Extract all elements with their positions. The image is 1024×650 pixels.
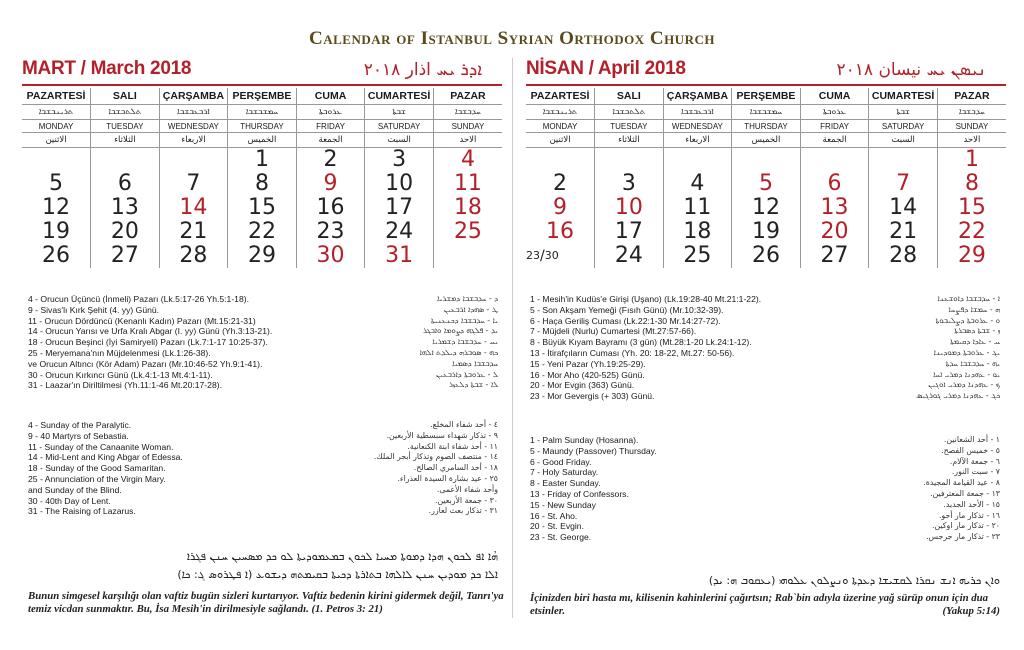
feast-row: [530, 305, 1000, 316]
feast-label: 9 - 40 Martyrs of Sebastia.: [28, 430, 129, 441]
day-cell: [595, 148, 664, 173]
weekday-ar-6: الاحد: [937, 133, 1006, 148]
feast-label: 16 - St. Aho.: [530, 510, 578, 521]
weekday-syr-0: ܬܪܝܢܒܫܒܐ: [526, 105, 595, 120]
april-feasts-english: [530, 435, 1000, 543]
weekday-ar-4: الجمعة: [800, 133, 869, 148]
day-cell: 23: [296, 220, 365, 244]
day-cell: 1: [937, 148, 1006, 173]
day-cell: 26: [42, 244, 71, 268]
day-cell: 12: [42, 196, 71, 220]
feast-label-secondary: ܟܓ - ܥܗܕܢܐ ܕܡܪܝ ܓܘܪܓܝܣ: [916, 391, 1000, 401]
march-feasts-turkish: [28, 294, 498, 391]
weekday-row-tr: [526, 88, 1006, 105]
day-cell: 9: [296, 172, 365, 196]
feast-label-secondary: ܙ - ܫܒܬܐ ܕܣܒܪܬܐ: [954, 326, 1000, 336]
feast-label: 13 - İtirafçıların Cuması (Yh. 20: 18-22, Mt.27: 50-56).: [530, 347, 735, 358]
day-cell: 1: [228, 148, 297, 173]
feast-label: 1 - Mesih'in Kudüs'e Girişi (Uşano) (Lk.19:28-40 Mt.21:1-22).: [530, 294, 762, 304]
weekday-en-1: TUESDAY: [595, 120, 664, 133]
day-cell: [663, 148, 732, 173]
day-cell: 18: [663, 220, 732, 244]
feast-row: [28, 294, 498, 305]
feast-row: [28, 474, 498, 485]
weekday-tr-0: PAZARTESİ: [22, 88, 91, 105]
feast-row: [530, 294, 1000, 305]
weekday-en-3: THURSDAY: [732, 120, 801, 133]
day-cell: 26: [732, 244, 801, 268]
march-title-rule: [22, 84, 502, 86]
feast-label-secondary: ١٣ - جمعة المعترفين.: [930, 488, 1000, 498]
weekday-syr-1: ܬܠܬܒܫܒܐ: [91, 105, 160, 120]
day-cell: 10: [365, 172, 434, 196]
day-cell: 25: [433, 220, 502, 244]
weekday-ar-2: الاربعاء: [159, 133, 228, 148]
day-cell: 6: [800, 172, 869, 196]
feast-row: [530, 511, 1000, 522]
weekday-ar-3: الخميس: [732, 133, 801, 148]
day-cell: [22, 148, 91, 173]
feast-label-secondary: ٢٠ - تذكار مار اوكين.: [932, 521, 1000, 531]
day-cell: 17: [365, 196, 434, 220]
day-cell: 2: [553, 172, 568, 196]
day-cell: 2: [296, 148, 365, 173]
feast-label-secondary: ٧ - سبت النور.: [951, 467, 1000, 477]
march-quote-syriac-line2: ܐܠܐ ܟܕ ܡܘܕܝܢ ܚܢܢ ܠܐܠܗܐ ܒܬܐܪܬܐ ܕܟܝܬܐ ܒܩܝܡܬܗ ܕܝܫܘܥ (ܐ ܦܛܪܘܣ ܓ: ܟܐ): [177, 568, 498, 581]
march-quote-syriac-line1: ܗܳܐ ܐܦ ܠܟܘܢ ܗܕܐ ܕܡܘܬܐ ܡܚܝܐ ܠܟܘܢ ܒܡܥܡܘܕܝܬܐ ܠܘ ܟܕ ܡܣܚܝܢ ܚܢܢ ܦܓܪܐ: [186, 550, 498, 563]
feast-row: [28, 348, 498, 359]
feast-row: [28, 506, 498, 517]
feast-label-secondary: ٥ - خميس الفصح.: [941, 445, 1000, 455]
feast-row: [530, 489, 1000, 500]
feast-row: [530, 500, 1000, 511]
day-cell: 27: [91, 244, 160, 268]
feast-row: [28, 380, 498, 391]
feast-row: [28, 442, 498, 453]
day-cell: 20: [91, 220, 160, 244]
april-quote-turkish: İçinizden biri hasta mı, kilisenin kahinlerini çağırtsın; Rab`bin adıyla üzerine yağ sürüp onun için dua etsinler.: [530, 592, 989, 617]
weekday-en-4: FRIDAY: [800, 120, 869, 133]
feast-label-secondary: ٨ - عيد القيامة المجيدة.: [923, 478, 1000, 488]
day-cell: [869, 148, 938, 173]
weekday-en-0: MONDAY: [22, 120, 91, 133]
weekday-ar-5: السبت: [869, 133, 938, 148]
weekday-tr-1: SALI: [91, 88, 160, 105]
feast-row: [530, 467, 1000, 478]
feast-row: [530, 457, 1000, 468]
day-cell: 28: [869, 244, 938, 268]
day-cell: 12: [732, 196, 801, 220]
april-quote-reference: (Yakup 5:14): [942, 605, 1000, 617]
weekday-tr-2: ÇARŞAMBA: [159, 88, 228, 105]
day-cell: 22: [937, 220, 1006, 244]
day-cell: 7: [159, 172, 228, 196]
feast-label: 6 - Haça Geriliş Cuması (Lk.22:1-30 Mr.14:27-72).: [530, 315, 721, 326]
weekday-en-1: TUESDAY: [91, 120, 160, 133]
weekday-tr-4: CUMA: [296, 88, 365, 105]
feast-row: [28, 359, 498, 370]
day-cell: 4: [433, 148, 502, 173]
weekday-syr-1: ܬܠܬܒܫܒܐ: [595, 105, 664, 120]
feast-label-secondary: ٣٠ - جمعة الأربعين.: [435, 495, 498, 505]
march-quote-turkish: Bunun simgesel karşılığı olan vaftiz bugün sizleri kurtarıyor. Vaftiz bedenin kirini gidermek değil, Tanrı'ya temiz vicdan sunmaktır. Bu, İsa Mesih'in dirilmesiyle sağlandı. (1. Petros 3: 21): [28, 590, 504, 615]
day-cell: 14: [159, 196, 228, 220]
day-cell: 28: [159, 244, 228, 268]
feast-label-secondary: ١١ - أحد شفاء ابنة الكنعانية.: [407, 441, 498, 451]
weekday-tr-3: PERŞEMBE: [228, 88, 297, 105]
day-cell: 15: [228, 196, 297, 220]
weekday-syr-5: ܫܒܬܐ: [869, 105, 938, 120]
feast-label: and Sunday of the Blind.: [28, 484, 122, 495]
march-feasts-english: [28, 420, 498, 517]
day-cell: 20: [800, 220, 869, 244]
feast-label-secondary: ܟ - ܥܗܕܢܐ ܕܡܪܝ ܐܘܓܝܢ: [928, 380, 1000, 390]
weekday-en-6: SUNDAY: [433, 120, 502, 133]
feast-label-secondary: ٣١ - تذكار بعث لعازر.: [428, 506, 498, 516]
weekday-row-syr: [22, 105, 502, 120]
day-cell: 5: [49, 172, 64, 196]
feast-label-secondary: ١ - أحد الشعانين.: [943, 435, 1000, 444]
march-calendar: [22, 58, 502, 268]
day-cell: 21: [159, 220, 228, 244]
feast-row: [530, 478, 1000, 489]
week-row: [526, 244, 1006, 268]
weekday-en-5: SATURDAY: [869, 120, 938, 133]
day-cell: 13: [800, 196, 869, 220]
feast-label: 20 - Mor Evgin (363) Günü.: [530, 380, 635, 391]
feast-row: [530, 435, 1000, 446]
feast-row: [530, 391, 1000, 402]
feast-label: 18 - Orucun Beşinci (İyi Samiryeli) Pazarı (Lk.7:1-17 10:25-37).: [28, 337, 268, 348]
weekday-syr-3: ܚܡܫܒܫܒܐ: [228, 105, 297, 120]
day-cell: 11: [663, 196, 732, 220]
day-cell: 29: [937, 244, 1006, 268]
feast-label-secondary: ٢٣ - تذكار مار جرجس.: [926, 532, 1000, 542]
feast-label: 30 - Orucun Kırkıncı Günü (Lk.4:1-13 Mt.4:1-11).: [28, 369, 213, 380]
april-title-rule: [526, 84, 1006, 86]
weekday-tr-6: PAZAR: [433, 88, 502, 105]
weekday-syr-6: ܚܕܒܫܒܐ: [433, 105, 502, 120]
feast-row: [28, 305, 498, 316]
weekday-syr-4: ܥܪܘܒܬܐ: [800, 105, 869, 120]
feast-label-secondary: ܝܐ - ܚܕܒܫܒܐ ܕܟܢܥܢܝܬܐ: [430, 315, 498, 325]
day-cell: 16: [546, 220, 575, 244]
weekday-syr-5: ܫܒܬܐ: [365, 105, 434, 120]
feast-label: 20 - St. Evgin.: [530, 521, 584, 532]
feast-label: 14 - Orucun Yarısı ve Urfa Kralı Abgar (I. yy) Günü (Yh.3:13-21).: [28, 326, 273, 337]
feast-row: [530, 359, 1000, 370]
day-cell: 16: [296, 196, 365, 220]
day-cell: 6: [91, 172, 160, 196]
day-cell: 29: [228, 244, 297, 268]
weekday-row-syr: [526, 105, 1006, 120]
feast-label-secondary: ܚܕܒܫܒܐ ܕܣܡܝܐ: [452, 358, 498, 368]
day-cell: 7: [869, 172, 938, 196]
weekday-ar-0: الاثنين: [22, 133, 91, 148]
feast-label: 23 - Mor Gevergis (+ 303) Günü.: [530, 391, 655, 402]
feast-label: 5 - Maundy (Passover) Thursday.: [530, 445, 657, 456]
feast-row: [28, 496, 498, 507]
day-cell: 24: [595, 244, 664, 268]
weekday-tr-1: SALI: [595, 88, 664, 105]
march-month-syriac-title: ܐܕܪ ܝܚ اذار ٢٠١٨: [363, 60, 482, 80]
feast-label-secondary: ܝܘ - ܥܗܕܢܐ ܕܡܪܝ ܐܚܐ: [933, 369, 1000, 379]
feast-label: 8 - Easter Sunday.: [530, 478, 601, 489]
feast-label: ve Orucun Altıncı (Kör Adam) Pazarı (Mr.10:46-52 Yh.9:1-41).: [28, 358, 263, 369]
weekday-en-2: WEDNESDAY: [159, 120, 228, 133]
feast-label-secondary: ١٨ - أحد السامري الصالح.: [413, 463, 498, 473]
feast-label-secondary: ܝܗ - ܚܕܒܫܒܐ ܚܕܬܐ: [945, 358, 1000, 368]
day-cell: 30: [296, 244, 365, 268]
weekday-syr-2: ܐܪܒܥܒܫܒܐ: [159, 105, 228, 120]
weekday-ar-0: الاثنين: [526, 133, 595, 148]
day-cell: 18: [433, 196, 502, 220]
weekday-syr-4: ܥܪܘܒܬܐ: [296, 105, 365, 120]
feast-label-secondary: ܛ - ܣܗܕܐ ܐܪܒܥܝܢ: [443, 304, 498, 314]
day-cell: 19: [732, 220, 801, 244]
feast-label: 25 - Annunciation of the Virgin Mary.: [28, 473, 166, 484]
feast-row: [530, 316, 1000, 327]
weekday-tr-4: CUMA: [800, 88, 869, 105]
march-month-title: MART / March 2018: [22, 58, 192, 79]
weekday-syr-2: ܐܪܒܥܒܫܒܐ: [663, 105, 732, 120]
week-row: [526, 220, 1006, 244]
weekday-ar-2: الاربعاء: [663, 133, 732, 148]
feast-label: 13 - Friday of Confessors.: [530, 488, 629, 499]
weekday-en-3: THURSDAY: [228, 120, 297, 133]
day-cell: [800, 148, 869, 173]
feast-row: [28, 452, 498, 463]
feast-label: 15 - Yeni Pazar (Yh.19:25-29).: [530, 358, 646, 369]
feast-label: 14 - Mid-Lent and King Abgar of Edessa.: [28, 452, 183, 463]
day-cell: 17: [595, 220, 664, 244]
week-row: [526, 196, 1006, 220]
day-cell: 19: [42, 220, 71, 244]
day-cell: 8: [937, 172, 1006, 196]
day-cell: 27: [800, 244, 869, 268]
day-cell: [159, 148, 228, 173]
day-cell: 24: [365, 220, 434, 244]
day-cell: 8: [228, 172, 297, 196]
day-cell: 3: [365, 148, 434, 173]
feast-label: 5 - Son Akşam Yemeği (Fısıh Günü) (Mr.10:32-39).: [530, 304, 724, 315]
feast-label: 11 - Sunday of the Canaanite Woman.: [28, 441, 174, 452]
feast-label-secondary: ܠܐ - ܫܒܬܐ ܕܠܥܙܪ: [449, 380, 498, 390]
feast-label-secondary: ܝܕ - ܦܠܓܗ ܕܨܘܡܐ ܘܐܒܓܪ: [423, 326, 498, 336]
feast-row: [28, 316, 498, 327]
feast-row: [28, 370, 498, 381]
week-row: [526, 148, 1006, 173]
day-cell: 10: [595, 196, 664, 220]
feast-row: [530, 446, 1000, 457]
feast-row: [28, 337, 498, 348]
day-cell: 11: [433, 172, 502, 196]
feast-label-secondary: ٤ - أحد شفاء المخلع.: [430, 420, 498, 429]
feast-label: 25 - Meryemana'nın Müjdelenmesi (Lk.1:26-38).: [28, 347, 211, 358]
weekday-row-en: [526, 120, 1006, 133]
weekday-en-4: FRIDAY: [296, 120, 365, 133]
weekday-tr-3: PERŞEMBE: [732, 88, 801, 105]
day-cell: 4: [663, 172, 732, 196]
feast-label-secondary: ١٥ - الأحد الجديد.: [943, 499, 1000, 509]
feast-label: 23 - St. George.: [530, 532, 592, 543]
feast-label-secondary: ٦ - جمعة الآلام.: [949, 456, 1000, 466]
weekday-tr-0: PAZARTESİ: [526, 88, 595, 105]
feast-label: 9 - Sivas'lı Kırk Şehit (4. yy) Günü.: [28, 304, 160, 315]
weekday-syr-0: ܬܪܝܢܒܫܒܐ: [22, 105, 91, 120]
april-quote-syriac: ܘܐܢ ܟܪܝܗ ܐܢܫ ܢܩܪܐ ܠܩܫܝܫܐ ܕܥܕܬܐ ܘܢܨܠܘܢ ܥܠܘܗܝ (ܝܥܩܘܒ ܗ: ܝܕ): [708, 574, 1000, 587]
week-row: [22, 172, 502, 196]
feast-row: [530, 380, 1000, 391]
feast-label: 6 - Good Friday.: [530, 456, 592, 467]
day-cell: [91, 148, 160, 173]
day-cell: 5: [732, 172, 801, 196]
weekday-ar-4: الجمعة: [296, 133, 365, 148]
day-cell: 21: [869, 220, 938, 244]
feast-label-secondary: ܐ - ܚܕܒܫܒܐ ܕܐܘܫܥܢܐ: [937, 294, 1000, 303]
weekday-ar-6: الاحد: [433, 133, 502, 148]
day-cell: 15: [937, 196, 1006, 220]
feast-row: [530, 337, 1000, 348]
feast-row: [530, 532, 1000, 543]
feast-row: [28, 463, 498, 474]
day-cell: 31: [365, 244, 434, 268]
weekday-row-en: [22, 120, 502, 133]
feast-row: [28, 420, 498, 431]
weekday-tr-2: ÇARŞAMBA: [663, 88, 732, 105]
april-month-syriac-title: ܢܝܣܢ ܝܚ نيسان ٢٠١٨: [836, 60, 986, 80]
weekday-tr-6: PAZAR: [937, 88, 1006, 105]
feast-label: 7 - Müjdeli (Nurlu) Cumartesi (Mt.27:57-66).: [530, 326, 697, 337]
week-row: [22, 196, 502, 220]
feast-label-secondary: ܕ - ܚܕܒܫܒܐ ܕܡܫܪܝܐ: [436, 294, 498, 303]
feast-label: 4 - Orucun Üçüncü (İnmeli) Pazarı (Lk.5:17-26 Yh.5:1-18).: [28, 294, 249, 304]
day-cell: [732, 148, 801, 173]
feast-label: 18 - Sunday of the Good Samaritan.: [28, 463, 166, 474]
week-row: [526, 172, 1006, 196]
week-row: [22, 148, 502, 173]
feast-label-secondary: ٩ - تذكار شهداء سبسطية الأربعين.: [386, 430, 498, 440]
feast-row: [28, 431, 498, 442]
feast-label-secondary: ܚ - ܥܐܕܐ ܕܩܝܡܬܐ: [950, 337, 1000, 347]
feast-label-secondary: ١٤ - منتصف الصوم وتذكار أبجر الملك.: [373, 452, 498, 462]
weekday-syr-6: ܚܕܒܫܒܐ: [937, 105, 1006, 120]
feast-row: [530, 326, 1000, 337]
day-cell: 9: [553, 196, 568, 220]
weekday-row-ar: [526, 133, 1006, 148]
feast-label-secondary: وأحد شفاء الأعمى.: [436, 484, 498, 494]
day-cell: 25: [663, 244, 732, 268]
weekday-en-5: SATURDAY: [365, 120, 434, 133]
april-feasts-turkish: [530, 294, 1000, 402]
day-cell: 22: [228, 220, 297, 244]
day-cell: [526, 148, 595, 173]
april-grid: [526, 88, 1006, 268]
day-cell: $^{23}$/$^{30}$: [526, 248, 559, 264]
feast-row: [28, 485, 498, 496]
feast-label: 30 - 40th Day of Lent.: [28, 495, 111, 506]
feast-row: [530, 521, 1000, 532]
page-title: Calendar of Istanbul Syrian Orthodox Church: [309, 28, 715, 49]
weekday-tr-5: CUMARTESİ: [365, 88, 434, 105]
weekday-row-ar: [22, 133, 502, 148]
feast-label-secondary: ܝܚ - ܚܕܒܫܒܐ ܕܫܡܪܝܐ: [432, 337, 498, 347]
feast-row: [28, 326, 498, 337]
weekday-tr-5: CUMARTESİ: [869, 88, 938, 105]
feast-label-secondary: ܘ - ܥܪܘܒܬܐ ܕܨܠܝܒܘܬܐ: [935, 315, 1000, 325]
weekday-syr-3: ܚܡܫܒܫܒܐ: [732, 105, 801, 120]
weekday-en-2: WEDNESDAY: [663, 120, 732, 133]
april-month-title: NİSAN / April 2018: [526, 58, 686, 79]
feast-label: 31 - Laazar'ın Diriltilmesi (Yh.11:1-46 Mt.20:17-28).: [28, 380, 222, 391]
feast-label: 8 - Büyük Kıyam Bayramı (3 gün) (Mt.28:1-20 Lk.24:1-12).: [530, 337, 752, 348]
feast-label-secondary: ܟܗ - ܣܘܒܪܗ ܕܝܠܕܬ ܐܠܗܐ: [419, 347, 498, 357]
feast-label: 1 - Palm Sunday (Hosanna).: [530, 435, 639, 445]
feast-label: 15 - New Sunday: [530, 499, 596, 510]
week-row: [22, 220, 502, 244]
day-cell: 13: [91, 196, 160, 220]
weekday-en-0: MONDAY: [526, 120, 595, 133]
weekday-row-tr: [22, 88, 502, 105]
week-row: [22, 244, 502, 268]
feast-label: 7 - Holy Saturday.: [530, 467, 599, 478]
feast-label: 31 - The Raising of Lazarus.: [28, 506, 136, 517]
weekday-ar-1: الثلاثاء: [91, 133, 160, 148]
day-cell: 14: [869, 196, 938, 220]
feast-label-secondary: ١٦ - تذكار مار أحو.: [938, 510, 1000, 520]
feast-row: [530, 370, 1000, 381]
day-cell: 3: [595, 172, 664, 196]
feast-label: 4 - Sunday of the Paralytic.: [28, 420, 132, 430]
feast-label-secondary: ܗ - ܚܡܫܐ ܕܦܨܚܐ: [948, 304, 1000, 314]
feast-label-secondary: ܝܓ - ܥܪܘܒܬܐ ܕܡܘܕܝܢܐ: [933, 347, 1000, 357]
weekday-en-6: SUNDAY: [937, 120, 1006, 133]
weekday-ar-1: الثلاثاء: [595, 133, 664, 148]
feast-label-secondary: ٢٥ - عيد بشارة السيدة العذراء.: [397, 473, 498, 483]
feast-row: [530, 348, 1000, 359]
weekday-ar-3: الخميس: [228, 133, 297, 148]
feast-label: 16 - Mor Aho (420-525) Günü.: [530, 369, 645, 380]
april-calendar: [526, 58, 1006, 268]
column-divider: [512, 58, 513, 618]
weekday-ar-5: السبت: [365, 133, 434, 148]
feast-label-secondary: ܠ - ܥܪܘܒܬܐ ܕܐܪܒܥܝܢ: [436, 369, 498, 379]
day-cell: [433, 244, 502, 268]
feast-label: 11 - Orucun Dördüncü (Kenanlı Kadın) Pazarı (Mt.15:21-31): [28, 315, 256, 326]
march-grid: [22, 88, 502, 268]
